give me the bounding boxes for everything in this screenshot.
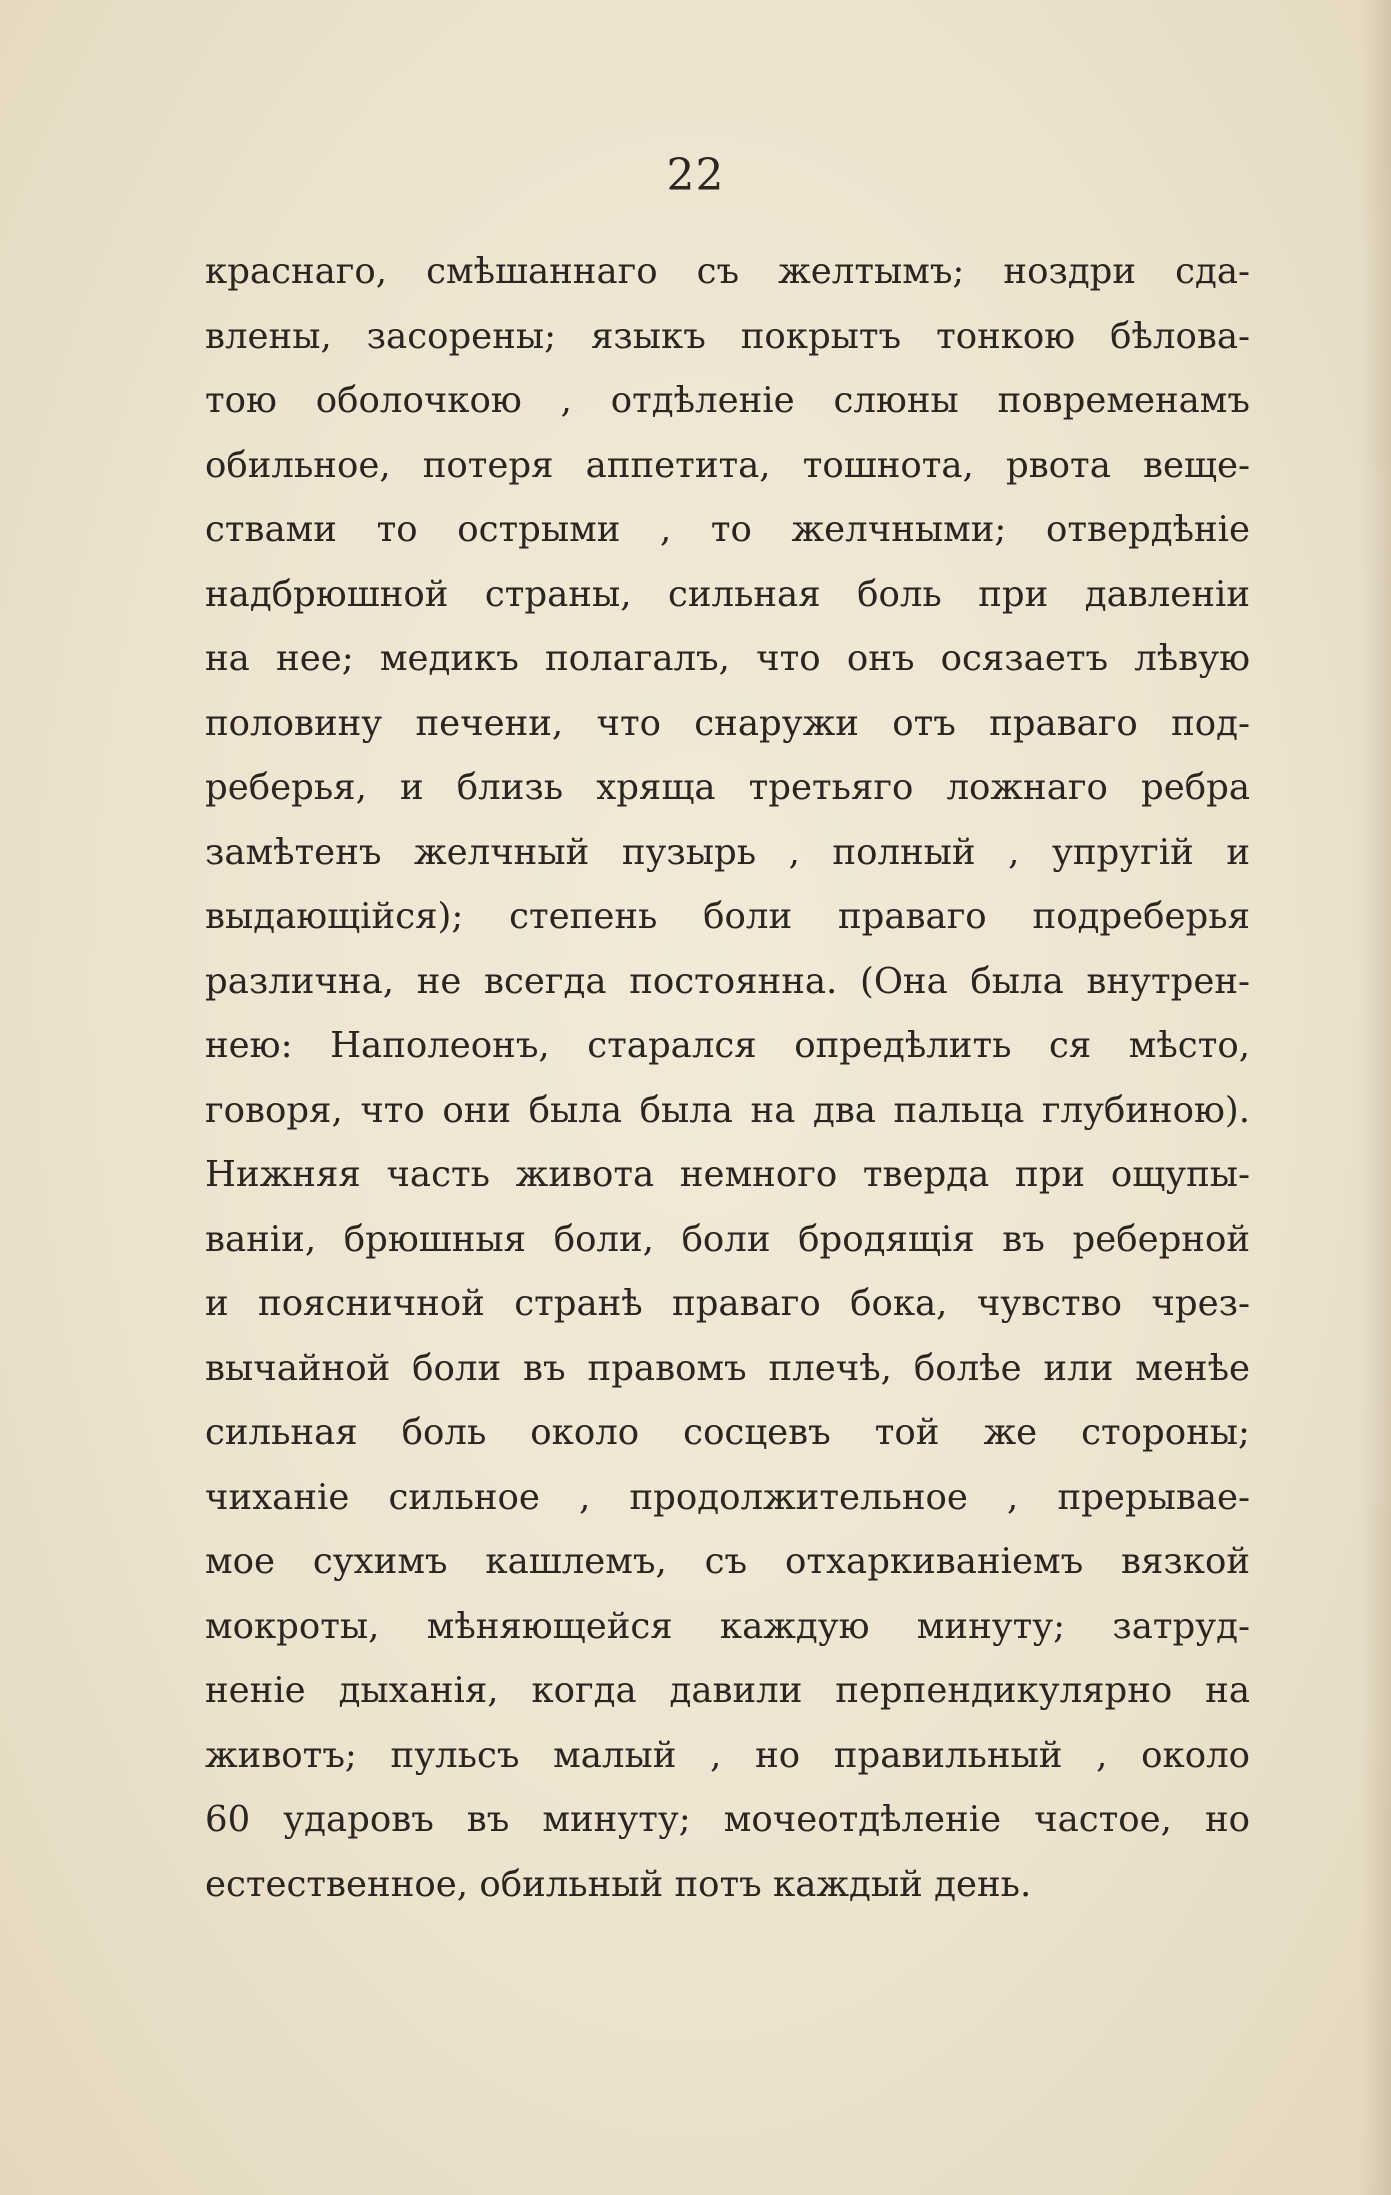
text-line: мое сухимъ кашлемъ, съ отхаркиваніемъ вязкой [205, 1541, 1250, 1582]
text-line: мокроты, мѣняющейся каждую минуту; затруд- [205, 1605, 1250, 1647]
text-line: выдающійся); степень боли праваго подреберья [205, 896, 1250, 937]
text-line: сильная боль около сосцевъ той же стороны; [205, 1412, 1250, 1453]
text-line: замѣтенъ желчный пузырь , полный , упругій и [205, 831, 1250, 873]
page-edge-shadow [1361, 0, 1391, 2195]
text-line: нею: Наполеонъ, старался опредѣлить ся мѣсто, [205, 1025, 1250, 1066]
text-line: неніе дыханія, когда давили перпендикулярно на [205, 1670, 1250, 1711]
text-line: половину печени, что снаружи отъ праваго под- [205, 702, 1250, 744]
text-line: краснаго, смѣшаннаго съ желтымъ; ноздри сда- [205, 251, 1250, 292]
text-line: и поясничной странѣ праваго бока, чувство чрез- [205, 1283, 1250, 1324]
text-line: животъ; пульсъ малый , но правильный , около [205, 1734, 1250, 1776]
text-line: различна, не всегда постоянна. (Она была внутрен- [205, 960, 1250, 1002]
text-line: вычайной боли въ правомъ плечѣ, болѣе или менѣе [205, 1347, 1250, 1389]
text-line: говоря, что они была была на два пальца глубиною). [205, 1089, 1250, 1131]
text-line-last: естественное, обильный потъ каждый день. [205, 1863, 1032, 1905]
text-line: надбрюшной страны, сильная боль при давленіи [205, 573, 1250, 615]
body-text [205, 240, 1250, 1917]
text-line: влены, засорены; языкъ покрытъ тонкою бѣлова- [205, 315, 1250, 357]
text-line: обильное, потеря аппетита, тошнота, рвота веще- [205, 444, 1250, 486]
text-line: на нее; медикъ полагалъ, что онъ осязаетъ лѣвую [205, 638, 1250, 679]
text-line: чиханіе сильное , продолжительное , прерывае- [205, 1476, 1250, 1518]
text-line: Нижняя часть живота немного тверда при ощупы- [205, 1154, 1250, 1195]
text-line: ствами то острыми , то желчными; отвердѣніе [205, 509, 1250, 550]
text-line: тою оболочкою , отдѣленіе слюны повременамъ [205, 380, 1250, 421]
text-line: реберья, и близь хряща третьяго ложнаго ребра [205, 767, 1250, 808]
text-line: ваніи, брюшныя боли, боли бродящія въ реберной [205, 1218, 1250, 1260]
page-number: 22 [666, 150, 725, 201]
text-line: 60 ударовъ въ минуту; мочеотдѣленіе частое, но [205, 1799, 1250, 1840]
